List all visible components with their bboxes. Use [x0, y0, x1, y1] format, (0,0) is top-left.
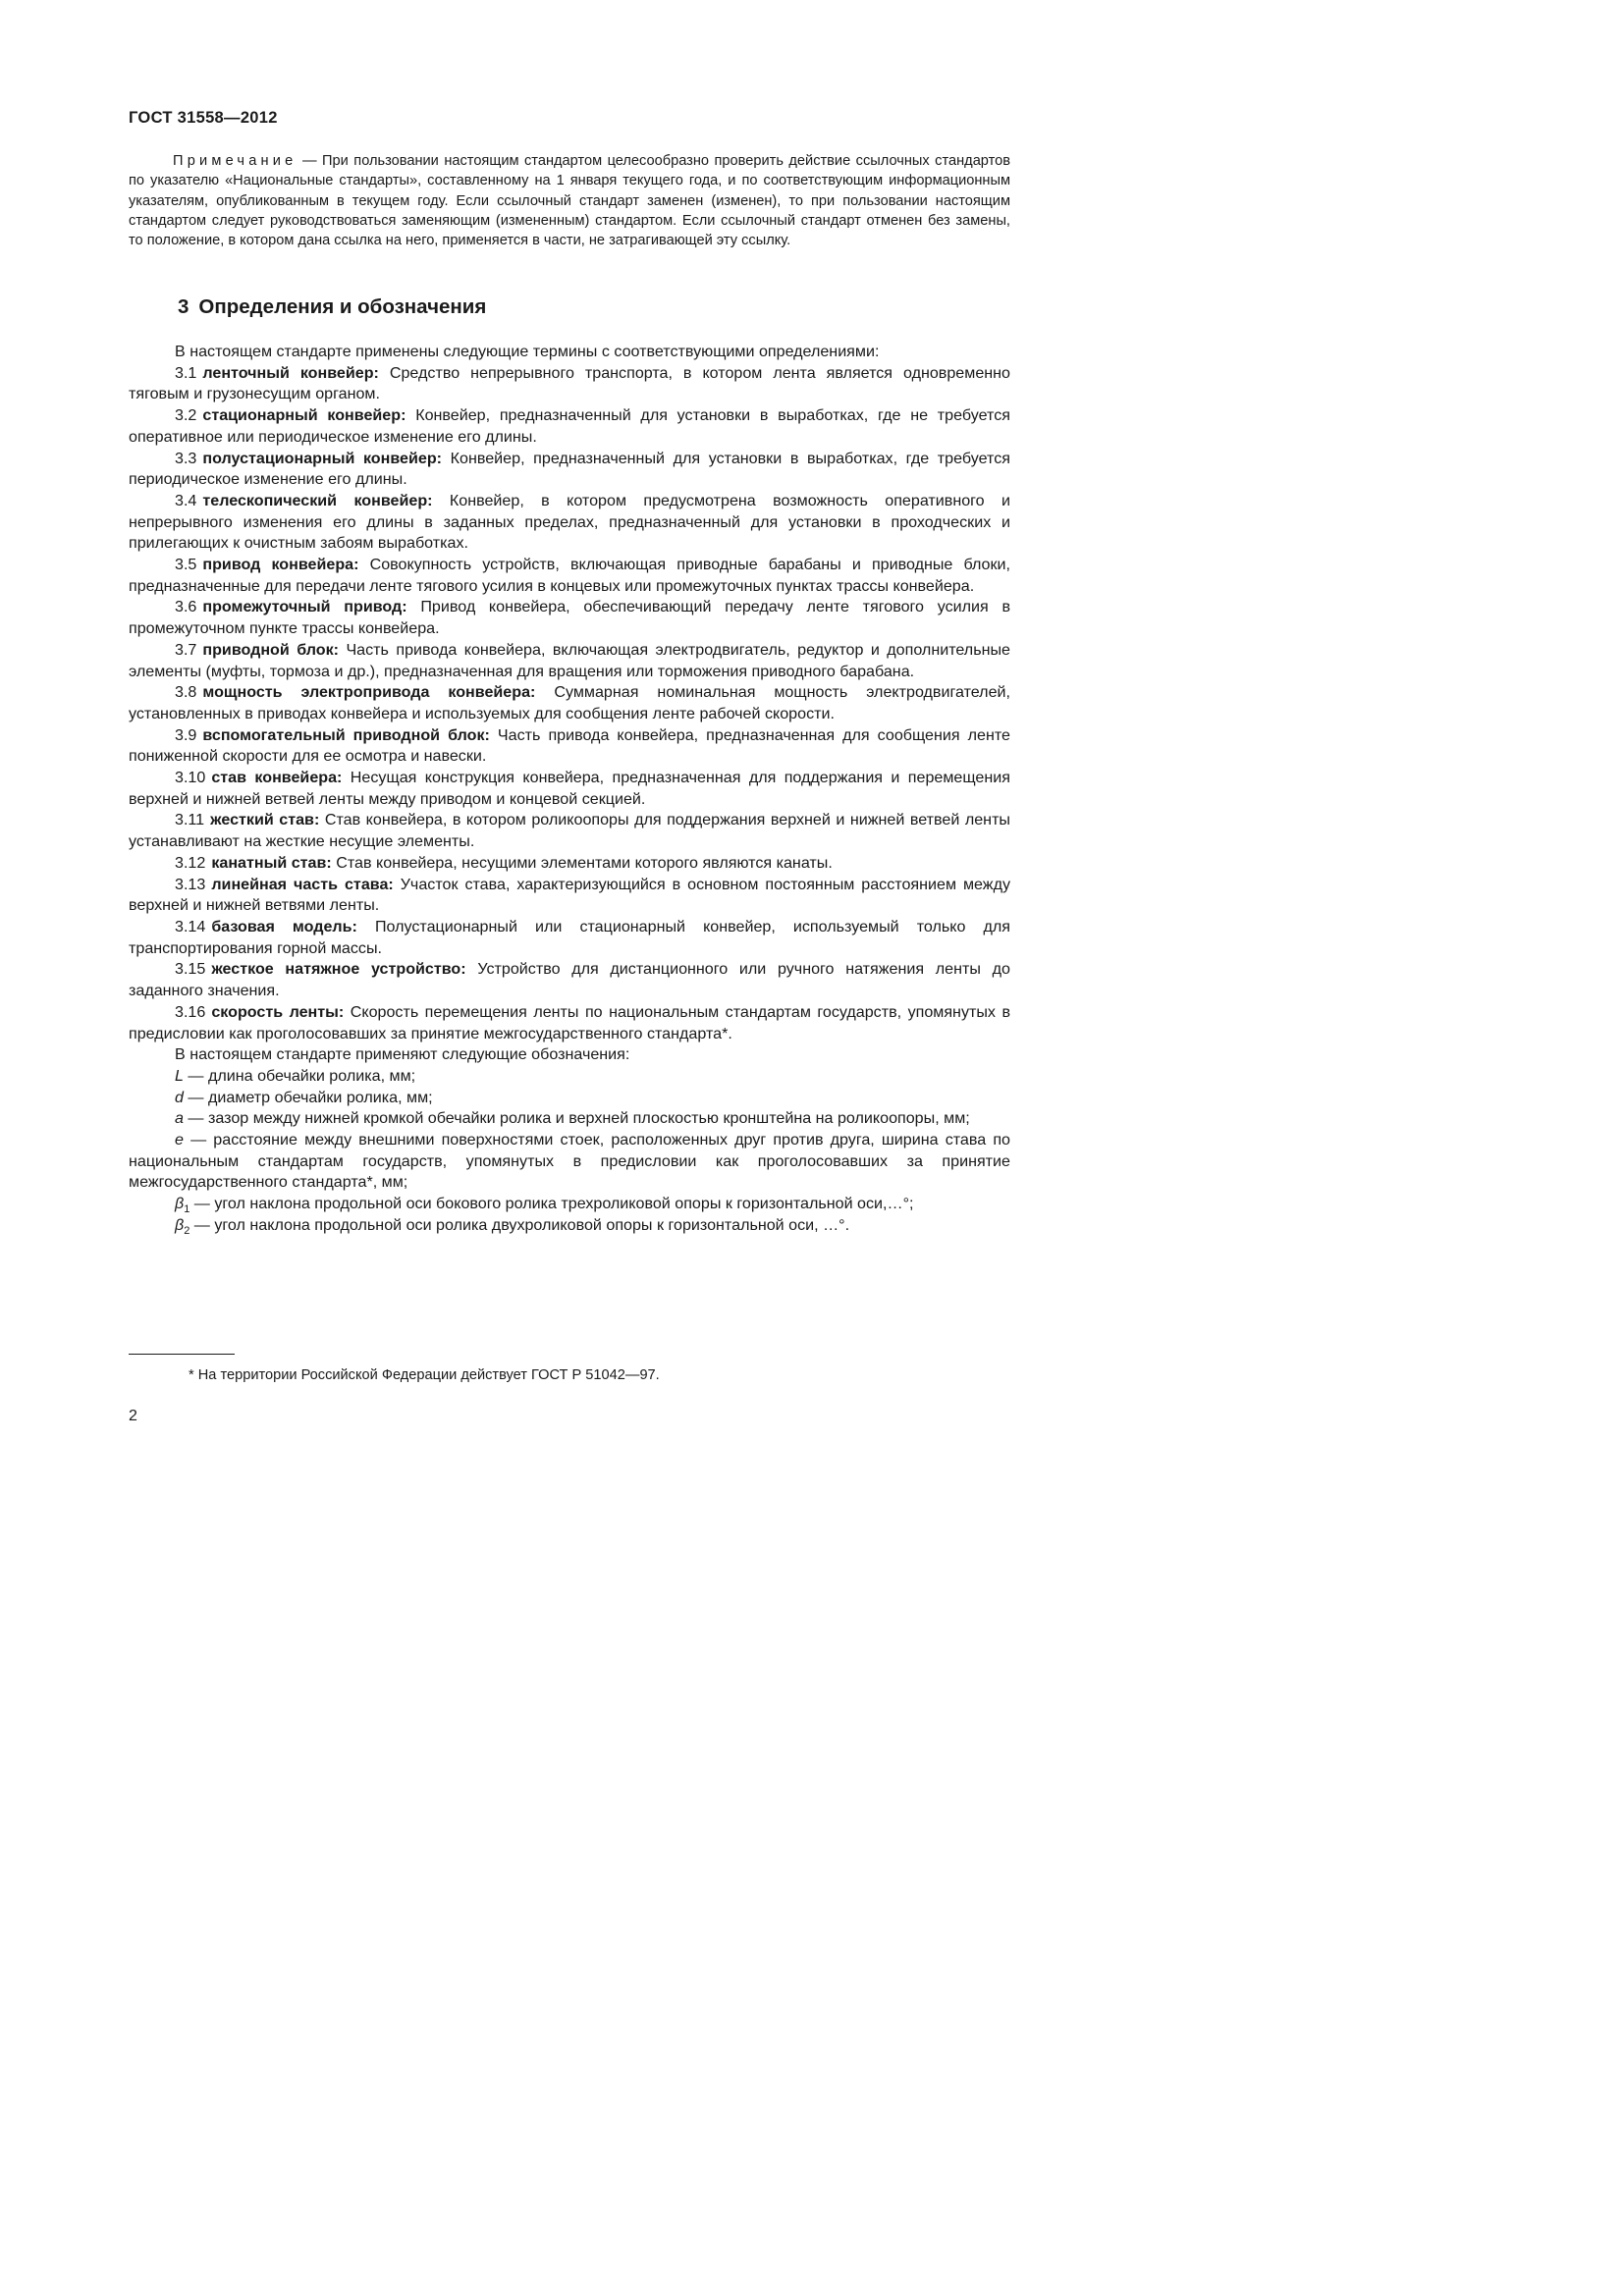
section-number: 3 [178, 295, 189, 318]
term-number: 3.1 [175, 363, 197, 382]
symbol-entry [129, 1194, 1010, 1215]
term-number: 3.4 [175, 491, 197, 509]
term-name: линейная часть става: [211, 875, 394, 893]
term-number: 3.13 [175, 875, 206, 893]
term-definition: Став конвейера, в котором роликоопоры для поддержания верхней и нижней ветвей ленты устанавливают на жесткие несущие элементы. [129, 811, 1011, 851]
term-name: ленточный конвейер: [202, 363, 379, 382]
note-label: Примечание [173, 153, 298, 169]
term-definition: Став конвейера, несущими элементами которого являются канаты. [331, 853, 833, 872]
term-definition: Участок става, характеризующийся в основном постоянным расстоянием между верхней и нижней ветвями ленты. [129, 875, 1011, 915]
symbols-list [129, 1066, 1010, 1237]
term-name: приводной блок: [202, 640, 340, 659]
term-number: 3.3 [175, 449, 197, 467]
term-entry [129, 725, 1010, 768]
symbol: β [175, 1215, 185, 1234]
term-name: мощность электропривода конвейера: [202, 683, 536, 702]
term-entry [129, 491, 1010, 555]
symbol-entry [129, 1215, 1010, 1237]
term-entry [129, 682, 1010, 724]
note-text: — При пользовании настоящим стандартом целесообразно проверить действие ссылочных стандартов по указателю «Национальные стандарты», составленному на 1 января текущего года, и по соответствующим информационным указателям, опубликованным в текущем году. Если ссылочный стандарт заменен (изменен), то при пользовании настоящим стандартом следует руководствоваться заменяющим (измененным) стандартом. Если ссылочный стандарт отменен без замены, то положение, в котором дана ссылка на него, применяется в части, не затрагивающей эту ссылку. [129, 153, 1010, 249]
term-definition: Устройство для дистанционного или ручного натяжения ленты до заданного значения. [129, 960, 1010, 1000]
term-name: телескопический конвейер: [202, 491, 433, 509]
term-entry [129, 405, 1010, 448]
term-entry [129, 768, 1010, 810]
term-number: 3.9 [175, 725, 197, 744]
term-number: 3.7 [175, 640, 197, 659]
symbol: d [175, 1088, 184, 1106]
term-number: 3.6 [175, 598, 197, 616]
term-entry [129, 363, 1010, 405]
term-number: 3.15 [175, 960, 206, 979]
symbol-entry [129, 1088, 1010, 1109]
term-name: скорость ленты: [211, 1002, 345, 1021]
term-definition: Конвейер, предназначенный для установки в выработках, где не требуется оперативное или периодическое изменение его длины. [129, 406, 1010, 446]
term-number: 3.5 [175, 556, 197, 574]
term-entry [129, 853, 1010, 875]
term-definition: Привод конвейера, обеспечивающий передачу ленте тягового усилия в промежуточном пункте трассы конвейера. [129, 598, 1010, 638]
symbol-subscript: 2 [184, 1224, 190, 1237]
symbol: a [175, 1109, 184, 1128]
term-number: 3.11 [175, 811, 205, 829]
term-definition: Конвейер, предназначенный для установки в выработках, где требуется периодическое изменение его длины. [129, 449, 1010, 489]
section-title: Определения и обозначения [198, 295, 487, 318]
term-number: 3.16 [175, 1002, 206, 1021]
symbol-description: — длина обечайки ролика, мм; [183, 1066, 416, 1085]
term-name: промежуточный привод: [202, 598, 407, 616]
term-entry [129, 875, 1010, 917]
symbol-description: — расстояние между внешними поверхностями стоек, расположенных друг против друга, ширина става по национальным стандартам государств, упомянутых в предисловии как проголосовавших за принятие межгосударственного стандарта*, мм; [129, 1131, 1010, 1192]
term-name: жесткое натяжное устройство: [211, 960, 466, 979]
page-number: 2 [129, 1408, 137, 1424]
symbol-description: — зазор между нижней кромкой обечайки ролика и верхней плоскостью кронштейна на роликоопоры, мм; [183, 1109, 970, 1128]
document-page [0, 0, 1085, 1534]
symbol-entry [129, 1066, 1010, 1088]
term-number: 3.14 [175, 917, 206, 935]
term-entry [129, 640, 1010, 682]
term-name: привод конвейера: [202, 556, 359, 574]
term-definition: Суммарная номинальная мощность электродвигателей, установленных в приводах конвейера и используемых для сообщения ленте рабочей скорости. [129, 683, 1010, 722]
note-paragraph [129, 151, 1010, 250]
term-number: 3.10 [175, 769, 206, 787]
term-entry [129, 449, 1010, 491]
symbol-description: — угол наклона продольной оси бокового ролика трехроликовой опоры к горизонтальной оси,…°; [189, 1195, 914, 1213]
term-entry [129, 597, 1010, 639]
symbol-subscript: 1 [184, 1203, 190, 1216]
term-definition: Скорость перемещения ленты по национальным стандартам государств, упомянутых в предисловии как проголосовавших за принятие межгосударственного стандарта*. [129, 1002, 1010, 1042]
term-definition: Совокупность устройств, включающая приводные барабаны и приводные блоки, предназначенные для передачи ленте тягового усилия в концевых или промежуточных пунктах трассы конвейера. [129, 556, 1010, 595]
symbol-description: — диаметр обечайки ролика, мм; [183, 1088, 433, 1106]
term-name: канатный став: [211, 853, 332, 872]
symbol: e [175, 1131, 184, 1149]
footnote-divider [129, 1354, 235, 1355]
terms-list [129, 363, 1010, 1045]
term-name: вспомогательный приводной блок: [202, 725, 490, 744]
term-entry [129, 917, 1010, 959]
section-heading [178, 295, 486, 319]
section-body [129, 342, 1010, 1237]
term-definition: Конвейер, в котором предусмотрена возможность оперативного и непрерывного изменения его длины в заданных пределах, предназначенный для установки в проходческих и прилегающих к очистным забоям выработках. [129, 491, 1010, 553]
term-name: жесткий став: [210, 811, 320, 829]
symbol: β [175, 1195, 185, 1213]
term-entry [129, 810, 1010, 852]
term-definition: Часть привода конвейера, включающая электродвигатель, редуктор и дополнительные элементы (муфты, тормоза и др.), предназначенная для вращения или торможения приводного барабана. [129, 640, 1010, 680]
term-name: базовая модель: [211, 917, 357, 935]
term-number: 3.8 [175, 683, 197, 702]
term-entry [129, 555, 1010, 597]
term-definition: Средство непрерывного транспорта, в котором лента является одновременно тяговым и грузонесущим органом. [129, 363, 1011, 403]
footnote: * На территории Российской Федерации действует ГОСТ Р 51042—97. [189, 1367, 660, 1383]
term-name: став конвейера: [211, 769, 343, 787]
symbol-entry [129, 1130, 1010, 1194]
symbol-description: — угол наклона продольной оси ролика двухроликовой опоры к горизонтальной оси, …°. [189, 1215, 850, 1234]
term-entry [129, 1002, 1010, 1044]
term-number: 3.12 [175, 853, 206, 872]
term-entry [129, 959, 1010, 1001]
terms-intro: В настоящем стандарте применены следующие термины с соответствующими определениями: [175, 343, 880, 360]
term-definition: Несущая конструкция конвейера, предназначенная для поддержания и перемещения верхней и нижней ветвей ленты между приводом и концевой секцией. [129, 769, 1010, 808]
document-header: ГОСТ 31558—2012 [129, 109, 278, 127]
term-name: полустационарный конвейер: [202, 449, 443, 467]
symbol-entry [129, 1108, 1010, 1130]
term-name: стационарный конвейер: [202, 406, 406, 425]
term-number: 3.2 [175, 406, 197, 425]
symbols-intro: В настоящем стандарте применяют следующие обозначения: [175, 1045, 630, 1064]
symbol: L [175, 1066, 184, 1085]
term-definition: Полустационарный или стационарный конвейер, используемый только для транспортирования горной массы. [129, 917, 1011, 957]
term-definition: Часть привода конвейера, предназначенная для сообщения ленте пониженной скорости для ее осмотра и навески. [129, 725, 1010, 766]
